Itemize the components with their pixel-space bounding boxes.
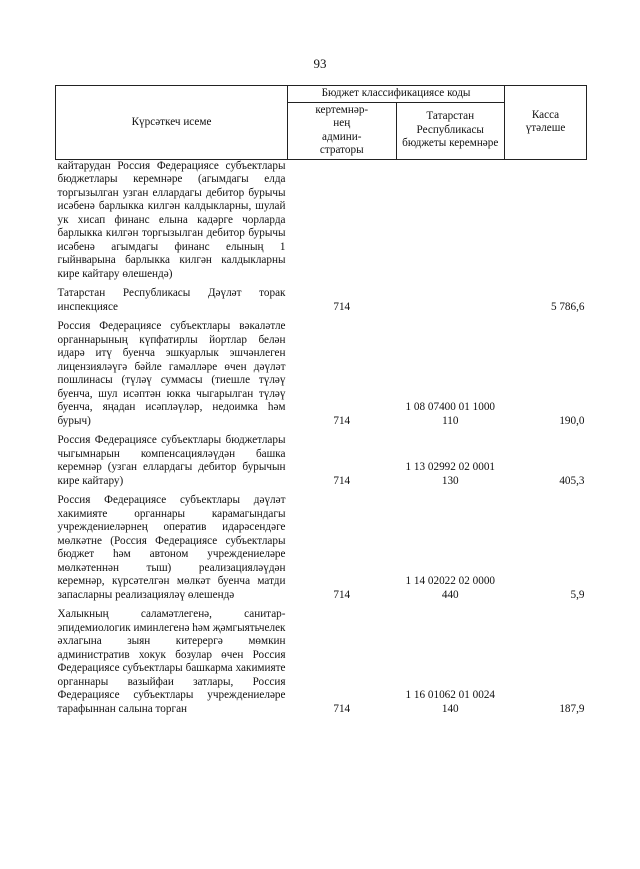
row-name — [56, 160, 288, 282]
header-classification-group — [288, 86, 505, 103]
row-name — [56, 314, 288, 428]
table-row — [56, 602, 587, 716]
header-indicator-name — [56, 86, 288, 160]
header-revenue-administrator-text: кертемнәр- нең админи- страторы — [315, 103, 369, 156]
table-row — [56, 428, 587, 488]
table-row — [56, 160, 587, 282]
row-name — [56, 602, 288, 716]
row-income-code: 1 08 07400 01 1000 110 — [405, 401, 495, 427]
row-name-text: Россия Федерациясе субъектлары бюджетлары чыгымнарын компенсацияләүдән башка керемнәр (узган еллардагы дебитор бурычын кире кайтару) — [57, 434, 286, 487]
row-admin-code — [288, 160, 397, 282]
header-republic-budget-revenue — [396, 102, 505, 159]
row-name-text: Татарстан Республикасы Дәүләт торак инспекциясе — [57, 287, 286, 313]
header-republic-budget-revenue-text: Татарстан Республикасы бюджеты керемнәре — [402, 110, 499, 150]
row-admin-code: 714 — [333, 474, 351, 487]
row-name-text: Россия Федерациясе субъектлары вәкаләтле органнарының күпфатирлы йортлар белән идарә итү буенча эшкуарлык эшчәнлеген лицензияләүгә бәйле гамәлләре өчен дәүләт пошлинасы (түләү суммасы (тиешле түләү буенча, шул исәптән юкка чыгарылган түләү буенча, яңадан исәпләүләр, недоимка һәм бурыч) — [57, 320, 286, 427]
row-income-code — [396, 281, 505, 314]
row-name — [56, 428, 288, 488]
table-row — [56, 281, 587, 314]
row-admin-code: 714 — [333, 588, 351, 601]
row-income-code: 1 14 02022 02 0000 440 — [405, 575, 495, 601]
row-income-code: 1 16 01062 01 0024 140 — [405, 689, 495, 715]
row-name-text: кайтарудан Россия Федерациясе субъектлары бюджетлары керемнәре (агымдагы елда торгызылган узган еллардагы дебитор бурычы исәбенә барлыкка килгән калдыкларны, шулай ук хисап финанс елына кадәрге чорларда барлыкка килгән торгызылган дебитор бурычы исәбенә агымдагы финанс елының 1 гыйнварына барлыкка килгән калдыкларны кире кайтару өлешендә) — [57, 159, 286, 280]
header-classification-group-text: Бюджет классификациясе коды — [321, 87, 471, 99]
row-cash-value: 187,9 — [559, 702, 585, 715]
row-admin-code: 714 — [333, 300, 351, 313]
row-income-code — [396, 160, 505, 282]
row-cash-value: 5 786,6 — [550, 300, 585, 313]
row-name — [56, 488, 288, 602]
header-cash-execution-text: Касса үтәлеше — [525, 108, 566, 135]
header-revenue-administrator — [288, 102, 397, 159]
row-admin-code: 714 — [333, 702, 351, 715]
row-income-code: 1 13 02992 02 0001 130 — [405, 461, 495, 487]
header-indicator-name-text: Күрсәткеч исеме — [131, 115, 212, 128]
row-name-text: Россия Федерациясе субъектлары дәүләт хакимияте органнары карамагындагы учреждениеләрнең оператив идарәсендәге мөлкәтне (Россия Федерациясе субъектлары бюджет һәм автоном учреждениеләре мөлкәтеннән тыш) реализацияләүдән керемнәр, күрсәтелгән мөлкәт буенча матди запасларны реализацияләү өлешендә — [57, 494, 286, 601]
row-cash-value: 405,3 — [559, 474, 585, 487]
table-body — [56, 159, 587, 716]
table-row — [56, 488, 587, 602]
row-cash-value: 190,0 — [559, 414, 585, 427]
row-name — [56, 281, 288, 314]
row-cash-value — [505, 160, 587, 282]
row-name-text: Халыкның саламәтлегенә, санитар-эпидемиологик иминлегенә һәм җәмгыятьчелек әхлагына зыян китерергә мөмкин административ хокук бозулар өчен Россия Федерациясе субъектлары башкарма хакимияте органнары вазыйфаи затлары, Россия Федерациясе субъектлары учреждениеләре тарафыннан салына торган — [57, 608, 286, 715]
header-cash-execution — [505, 86, 587, 160]
budget-table — [55, 85, 587, 716]
row-cash-value: 5,9 — [570, 588, 585, 601]
page-number: 93 — [313, 56, 327, 71]
row-admin-code: 714 — [333, 414, 351, 427]
table-row — [56, 314, 587, 428]
